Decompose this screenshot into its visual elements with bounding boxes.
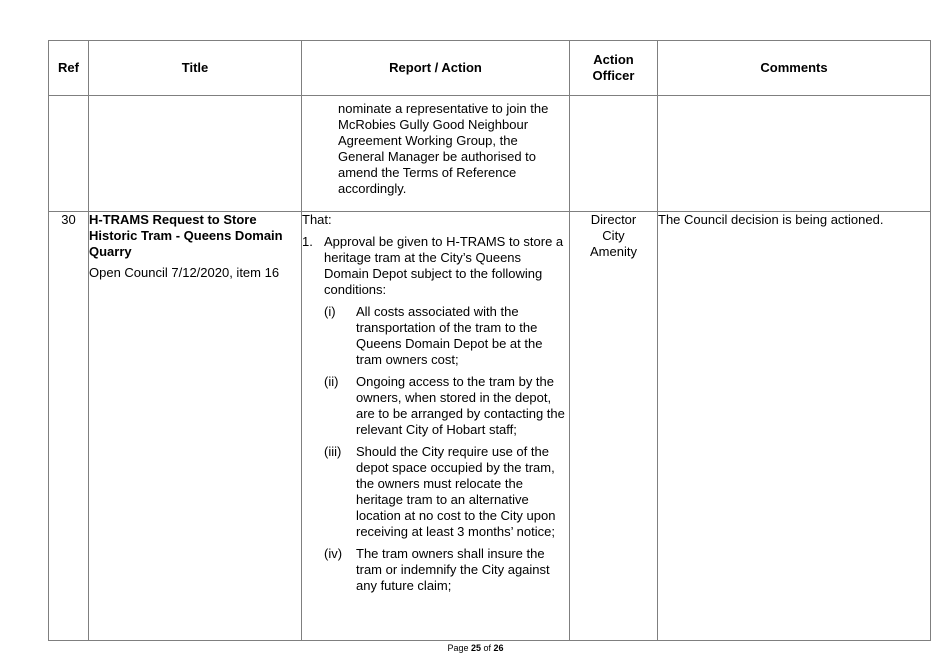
header-comments: Comments	[658, 41, 931, 96]
continued-comments-cell	[658, 96, 931, 212]
table-header-row	[49, 41, 931, 96]
officer-line: City	[602, 228, 625, 243]
resolution-item-number: 1.	[302, 234, 313, 249]
action-tracker-table	[48, 40, 931, 641]
condition-text: All costs associated with the transportation of the tram to the Queens Domain Depot be at the tram owners cost;	[356, 304, 543, 367]
page-total: 26	[493, 643, 504, 653]
condition-item	[324, 444, 569, 540]
conditions-list	[302, 304, 569, 594]
comments-cell	[658, 212, 931, 641]
condition-item	[324, 374, 569, 438]
resolution-intro: That:	[302, 212, 332, 227]
continued-report-cell	[302, 96, 570, 212]
condition-text: Ongoing access to the tram by the owners, when stored in the depot, are to be arranged by contacting the relevant City of Hobart staff;	[356, 374, 565, 437]
report-cell	[302, 212, 570, 641]
action-officer-cell	[570, 212, 658, 641]
officer-line: Amenity	[590, 244, 637, 259]
page-current: 25	[470, 643, 481, 653]
continued-title-cell	[89, 96, 302, 212]
resolution-item-text: Approval be given to H-TRAMS to store a heritage tram at the City’s Queens Domain Depot subject to the following conditions:	[324, 234, 564, 297]
of-label: of	[483, 643, 492, 653]
title-cell	[89, 212, 302, 641]
page-footer	[0, 643, 951, 653]
officer-line: Director	[590, 212, 637, 227]
condition-number: (iv)	[324, 546, 343, 561]
header-title: Title	[89, 41, 302, 96]
comment-text: The Council decision is being actioned.	[658, 212, 884, 227]
item-title: H-TRAMS Request to Store Historic Tram - Queens Domain Quarry	[89, 212, 283, 259]
resolution-item-1	[302, 234, 569, 298]
condition-text: The tram owners shall insure the tram or indemnify the City against any future claim;	[356, 546, 550, 593]
table-row-continued	[49, 96, 931, 212]
condition-number: (iii)	[324, 444, 342, 459]
condition-number: (i)	[324, 304, 336, 319]
continued-officer-cell	[570, 96, 658, 212]
condition-number: (ii)	[324, 374, 339, 389]
ref-number: 30	[61, 212, 76, 227]
meeting-reference: Open Council 7/12/2020, item 16	[89, 265, 280, 280]
condition-item	[324, 304, 569, 368]
header-report-action: Report / Action	[302, 41, 570, 96]
condition-item	[324, 546, 569, 594]
table-row-item-30	[49, 212, 931, 641]
header-ref: Ref	[49, 41, 89, 96]
ref-cell	[49, 212, 89, 641]
condition-text: Should the City require use of the depot space occupied by the tram, the owners must relocate the heritage tram to an alternative location at no cost to the City upon receiving at least 3 months’ notice;	[356, 444, 556, 539]
continued-ref-cell	[49, 96, 89, 212]
page-label: Page	[447, 643, 469, 653]
header-action-officer: Action Officer	[570, 41, 658, 96]
continued-report-text: nominate a representative to join the McRobies Gully Good Neighbour Agreement Working Group, the General Manager be authorised to amend the Terms of Reference accordingly.	[338, 101, 549, 196]
